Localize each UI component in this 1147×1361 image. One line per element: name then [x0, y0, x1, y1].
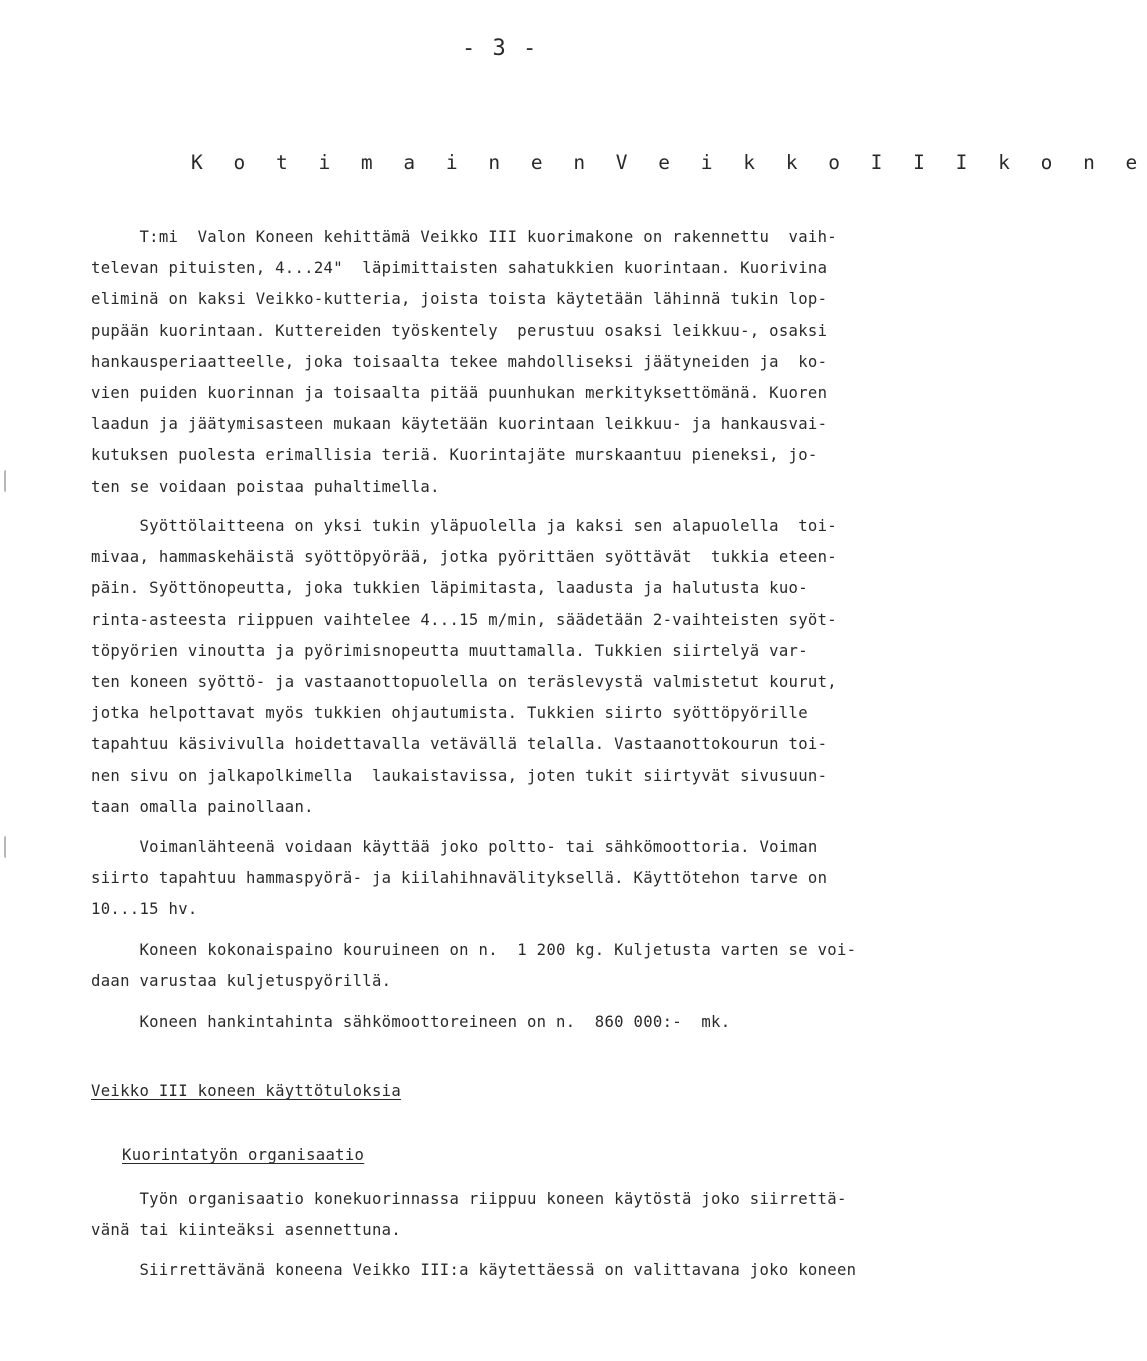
paragraph-price: Koneen hankintahinta sähkömoottoreineen on n. 860 000:- mk.	[91, 1013, 731, 1031]
paragraph-power-source: Voimanlähteenä voidaan käyttää joko poltto- tai sähkömoottoria. Voiman siirto tapahtuu hammaspyörä- ja kiilahihnavälityksellä. Käyttötehon tarve on 10...15 hv.	[91, 838, 828, 919]
binding-hole-mark	[4, 470, 12, 492]
binding-hole-mark	[4, 836, 12, 858]
document-title: K o t i m a i n e n V e i k k o I I I k o n e	[191, 151, 1147, 174]
paragraph-work-organisation: Työn organisaatio konekuorinnassa riippuu koneen käytöstä joko siirrettä- vänä tai kiinteäksi asennettuna.	[91, 1190, 847, 1240]
paragraph-weight: Koneen kokonaispaino kouruineen on n. 1 200 kg. Kuljetusta varten se voi- daan varustaa kuljetuspyörillä.	[91, 941, 857, 991]
paragraph-mobile-use: Siirrettävänä koneena Veikko III:a käytettäessä on valittavana joko koneen	[91, 1261, 857, 1279]
subsection-heading: Kuorintatyön organisaatio	[122, 1146, 365, 1164]
page-number: - 3 -	[462, 36, 539, 61]
paragraph-feed-mechanism: Syöttölaitteena on yksi tukin yläpuolella ja kaksi sen alapuolella toi- mivaa, hammaskehäistä syöttöpyörää, jotka pyörittäen syöttävät tukkia eteen- päin. Syöttönopeutta, joka tukkien läpimitasta, laadusta ja halutusta kuo- rinta-asteesta riippuen vaihtelee 4...15 m/min, säädetään 2-vaihteisten syöt- töpyörien vinoutta ja pyörimisnopeutta muuttamalla. Tukkien siirtelyä var- ten koneen syöttö- ja vastaanottopuolella on teräslevystä valmistetut kourut, jotka helpottavat myös tukkien ohjautumista. Tukkien siirto syöttöpyörille tapahtuu käsivivulla hoidettavalla vetävällä telalla. Vastaanottokourun toi- nen sivu on jalkapolkimella laukaistavissa, joten tukit siirtyvät sivusuun- taan omalla painollaan.	[91, 517, 837, 816]
paragraph-machine-description: T:mi Valon Koneen kehittämä Veikko III kuorimakone on rakennettu vaih- televan pituisten, 4...24" läpimittaisten sahatukkien kuorintaan. Kuorivina eliminä on kaksi Veikko-kutteria, joista toista käytetään lähinnä tukin lop- pupään kuorintaan. Kuttereiden työskentely perustuu osaksi leikkuu-, osaksi hankausperiaatteelle, joka toisaalta tekee mahdolliseksi jäätyneiden ja ko- vien puiden kuorinnan ja toisaalta pitää puunhukan merkityksettömänä. Kuoren laadun ja jäätymisasteen mukaan käytetään kuorintaan leikkuu- ja hankausvai- kutuksen puolesta erimallisia teriä. Kuorintajäte murskaantuu pieneksi, jo- ten se voidaan poistaa puhaltimella.	[91, 228, 837, 496]
section-heading: Veikko III koneen käyttötuloksia	[91, 1082, 402, 1100]
